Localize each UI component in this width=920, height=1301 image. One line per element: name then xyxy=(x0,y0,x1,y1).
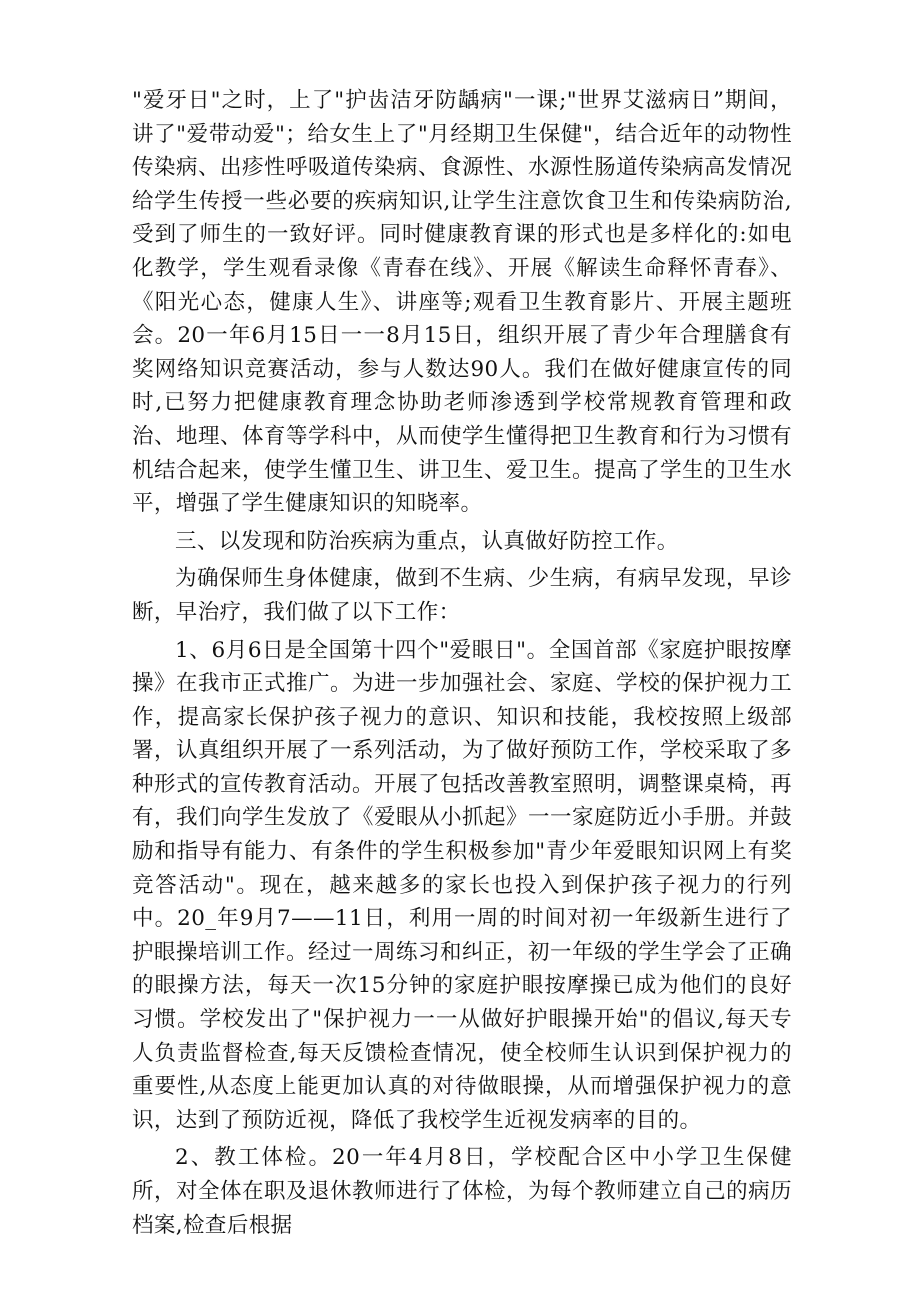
document-page xyxy=(132,84,792,1242)
paragraph-health-education: "爱牙日"之时，上了"护齿洁牙防龋病"一课;"世界艾滋病日”期间，讲了"爱带动爱"；给女生上了"月经期卫生保健"，结合近年的动物性传染病、出疹性呼吸道传染病、食源性、水源性肠道传染病高发情况给学生传授一些必要的疾病知识,让学生注意饮食卫生和传染病防治,受到了师生的一致好评。同时健康教育课的形式也是多样化的:如电化教学，学生观看录像《青春在线》、开展《解读生命释怀青春》、《阳光心态，健康人生》、讲座等;观看卫生教育影片、开展主题班会。20一年6月15日一一8月15日，组织开展了青少年合理膳食有奖网络知识竞赛活动，参与人数达90人。我们在做好健康宣传的同时,已努力把健康教育理念协助老师渗透到学校常规教育管理和政治、地理、体育等学科中，从而使学生懂得把卫生教育和行为习惯有机结合起来，使学生懂卫生、讲卫生、爱卫生。提高了学生的卫生水平，增强了学生健康知识的知晓率。 xyxy=(132,88,792,517)
paragraph-staff-checkup: 2、教工体检。20一年4月8日，学校配合区中小学卫生保健所，对全体在职及退休教师进行了体检，为每个教师建立自己的病历档案,检查后根据 xyxy=(132,1145,792,1238)
paragraph-eye-care-day: 1、6月6日是全国第十四个"爱眼日"。全国首部《家庭护眼按摩操》在我市正式推广。为进一步加强社会、家庭、学校的保护视力工作，提高家长保护孩子视力的意识、知识和技能，我校按照上级部署，认真组织开展了一系列活动，为了做好预防工作，学校采取了多种形式的宣传教育活动。开展了包括改善教室照明，调整课桌椅，再有，我们向学生发放了《爱眼从小抓起》一一家庭防近小手册。并鼓励和指导有能力、有条件的学生积极参加"青少年爱眼知识网上有奖竞答活动"。现在，越来越多的家长也投入到保护孩子视力的行列中。20_年9月7——11日，利用一周的时间对初一年级新生进行了护眼操培训工作。经过一周练习和纠正，初一年级的学生学会了正确的眼操方法，每天一次15分钟的家庭护眼按摩操已成为他们的良好习惯。学校发出了"保护视力一一从做好护眼操开始"的倡议,每天专人负责监督检查,每天反馈检查情况，使全校师生认识到保护视力的重要性,从态度上能更加认真的对待做眼操，从而增强保护视力的意识，达到了预防近视，降低了我校学生近视发病率的目的。 xyxy=(132,637,792,1133)
paragraph-intro-measures: 为确保师生身体健康，做到不生病、少生病，有病早发现，早诊断，早治疗，我们做了以下工作： xyxy=(132,566,792,625)
section-heading-disease-prevention: 三、以发现和防治疾病为重点，认真做好防控工作。 xyxy=(175,528,679,554)
